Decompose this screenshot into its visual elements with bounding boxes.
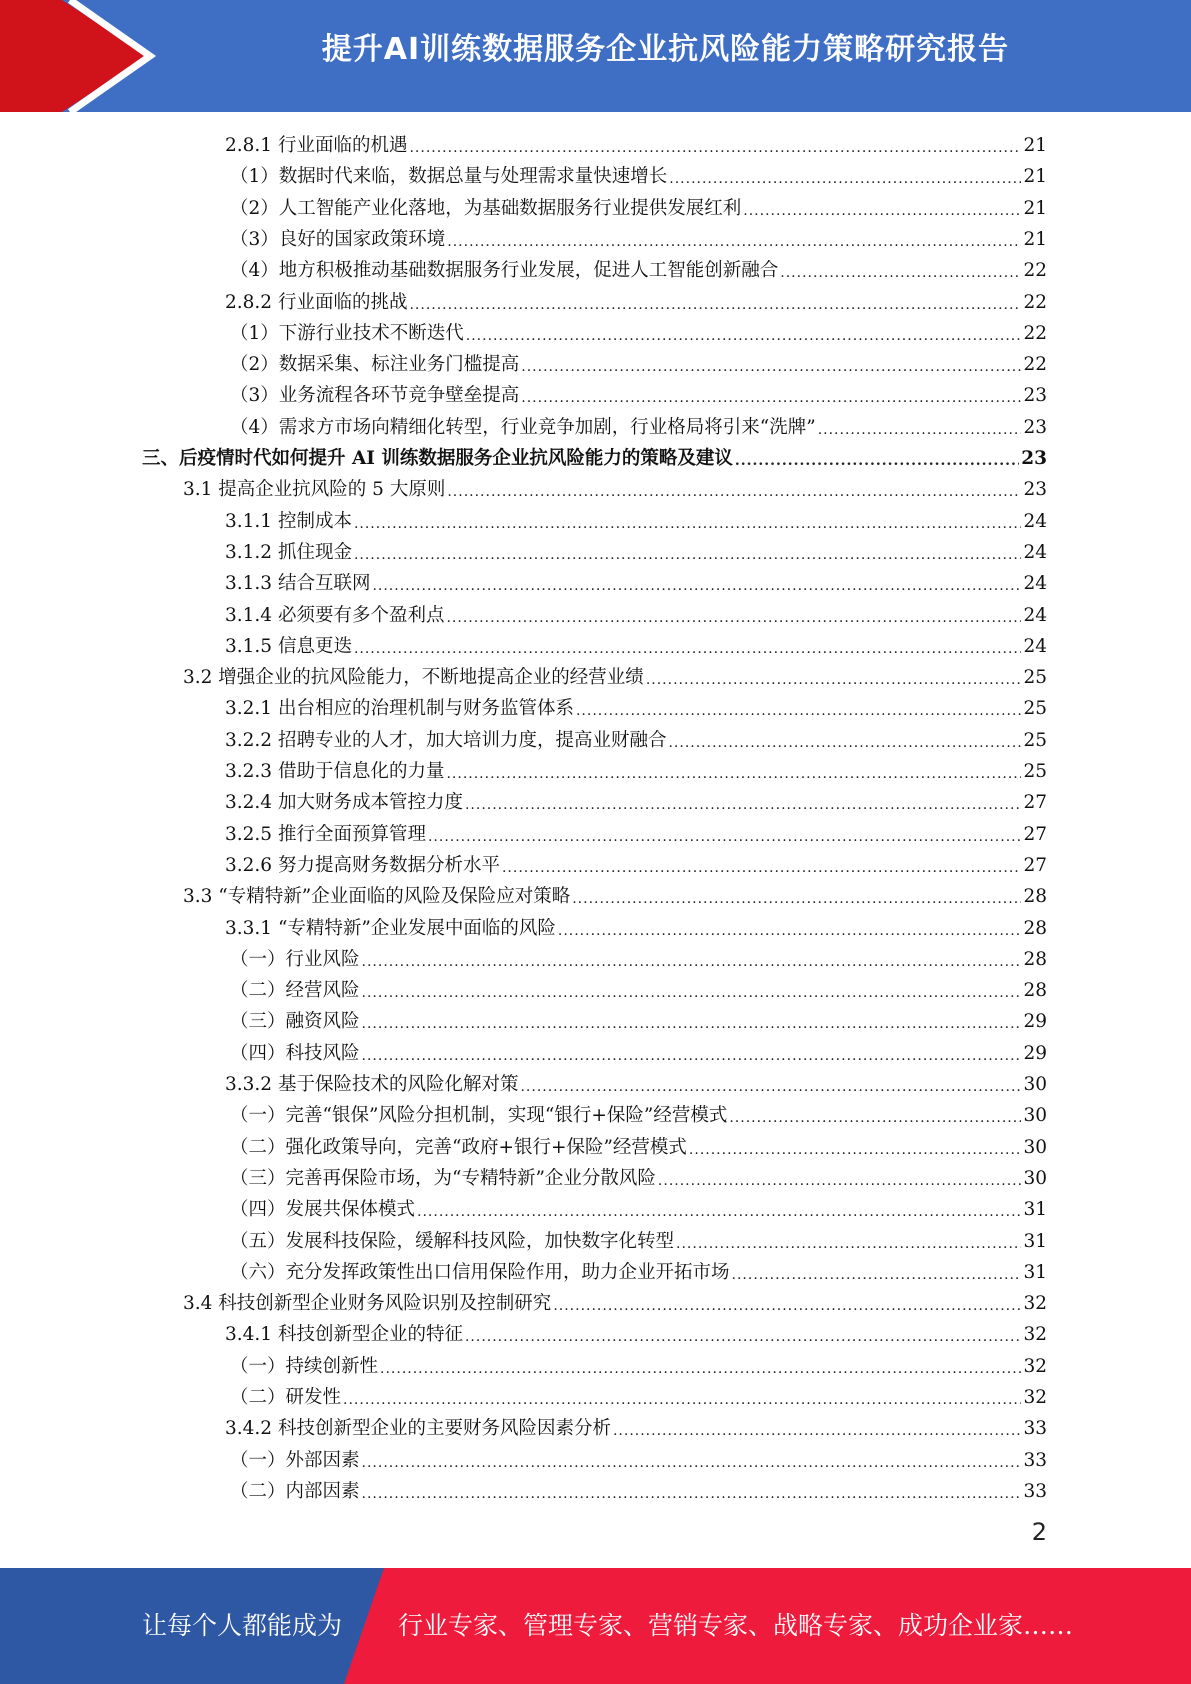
toc-dot-leader xyxy=(465,1326,1021,1348)
toc-dot-leader xyxy=(676,1233,1021,1255)
toc-entry-page: 24 xyxy=(1023,635,1047,657)
toc-entry[interactable] xyxy=(225,598,1047,629)
toc-entry-title: （一）行业风险 xyxy=(230,948,360,970)
toc-entry-page: 25 xyxy=(1023,761,1047,782)
toc-entry-page: 30 xyxy=(1023,1167,1047,1189)
toc-entry-page: 29 xyxy=(1023,1042,1047,1064)
toc-entry-title: （一）完善“银保”风险分担机制，实现“银行+保险”经营模式 xyxy=(230,1105,728,1127)
toc-dot-leader xyxy=(646,669,1022,691)
toc-entry-page: 31 xyxy=(1023,1230,1047,1252)
toc-dot-leader xyxy=(558,920,1022,942)
toc-entry-page: 29 xyxy=(1023,1011,1047,1033)
toc-entry[interactable] xyxy=(230,1443,1047,1474)
toc-entry-title: （三）完善再保险市场，为“专精特新”企业分散风险 xyxy=(230,1167,656,1189)
toc-entry-page: 25 xyxy=(1023,698,1047,720)
toc-dot-leader xyxy=(343,1389,1021,1411)
toc-dot-leader xyxy=(446,607,1021,629)
toc-dot-leader xyxy=(362,1013,1022,1035)
toc-entry-title: （4）地方积极推动基础数据服务行业发展，促进人工智能创新融合 xyxy=(230,260,779,282)
toc-entry[interactable] xyxy=(230,1004,1047,1035)
toc-entry[interactable] xyxy=(230,253,1047,284)
toc-entry-page: 28 xyxy=(1023,886,1047,908)
toc-entry-page: 22 xyxy=(1023,291,1047,313)
toc-dot-leader xyxy=(780,262,1021,284)
toc-entry-title: （三）融资风险 xyxy=(230,1011,360,1033)
toc-entry-title: 三、后疫情时代如何提升 AI 训练数据服务企业抗风险能力的策略及建议 xyxy=(142,448,733,469)
toc-entry-title: 3.2.2 招聘专业的人才，加大培训力度，提高业财融合 xyxy=(225,729,667,751)
toc-entry-page: 27 xyxy=(1023,792,1047,814)
toc-entry-page: 33 xyxy=(1023,1480,1047,1502)
toc-entry[interactable] xyxy=(230,191,1047,222)
toc-entry[interactable] xyxy=(225,1067,1047,1098)
toc-entry-page: 28 xyxy=(1023,980,1047,1002)
toc-dot-leader xyxy=(689,1139,1022,1161)
toc-entry-title: 2.8.1 行业面临的机遇 xyxy=(225,135,408,156)
toc-entry-title: 3.3.2 基于保险技术的风险化解对策 xyxy=(225,1074,519,1095)
toc-entry-title: 3.1.1 控制成本 xyxy=(225,510,352,532)
toc-entry-page: 30 xyxy=(1023,1105,1047,1127)
toc-entry-page: 32 xyxy=(1023,1387,1047,1408)
toc-entry-title: 3.2.4 加大财务成本管控力度 xyxy=(225,792,463,814)
toc-entry-page: 24 xyxy=(1023,573,1047,595)
toc-entry-page: 28 xyxy=(1023,917,1047,939)
toc-dot-leader xyxy=(362,982,1022,1004)
toc-entry-title: 2.8.2 行业面临的挑战 xyxy=(225,291,408,313)
toc-entry[interactable] xyxy=(225,754,1047,785)
toc-entry[interactable] xyxy=(225,1411,1047,1442)
toc-entry[interactable] xyxy=(230,1161,1047,1192)
toc-dot-leader xyxy=(668,732,1021,754)
report-title: 提升AI训练数据服务企业抗风险能力策略研究报告 xyxy=(321,32,1010,67)
toc-dot-leader xyxy=(520,1076,1021,1098)
toc-entry[interactable] xyxy=(230,222,1047,253)
toc-entry-page: 32 xyxy=(1023,1293,1047,1315)
toc-entry-title: （五）发展科技保险，缓解科技风险，加快数字化转型 xyxy=(230,1230,675,1252)
toc-entry-title: （一）持续创新性 xyxy=(230,1355,379,1377)
toc-entry-title: 3.4.1 科技创新型企业的特征 xyxy=(225,1324,463,1346)
toc-entry-page: 23 xyxy=(1021,448,1047,469)
toc-entry-page: 21 xyxy=(1023,228,1047,250)
toc-entry-page: 31 xyxy=(1023,1199,1047,1221)
toc-entry-title: 3.3.1 “专精特新”企业发展中面临的风险 xyxy=(225,917,556,939)
toc-entry[interactable] xyxy=(230,316,1047,347)
toc-entry[interactable] xyxy=(225,128,1047,159)
toc-entry[interactable] xyxy=(225,848,1047,879)
toc-entry[interactable] xyxy=(230,347,1047,378)
toc-entry-page: 23 xyxy=(1023,416,1047,438)
toc-entry[interactable] xyxy=(230,1224,1047,1255)
toc-entry-title: （3）业务流程各环节竞争壁垒提高 xyxy=(230,385,520,407)
page-number: 2 xyxy=(1031,1518,1047,1546)
toc-entry-page: 24 xyxy=(1023,604,1047,626)
toc-entry-title: （六）充分发挥政策性出口信用保险作用，助力企业开拓市场 xyxy=(230,1261,730,1283)
toc-entry-page: 32 xyxy=(1023,1324,1047,1346)
toc-entry-page: 22 xyxy=(1023,354,1047,376)
toc-entry-page: 30 xyxy=(1023,1136,1047,1158)
toc-dot-leader xyxy=(521,356,1021,378)
page-footer xyxy=(0,1568,1191,1684)
toc-entry[interactable] xyxy=(183,1286,1047,1317)
toc-dot-leader xyxy=(818,419,1022,441)
toc-entry[interactable] xyxy=(225,1317,1047,1348)
toc-entry-title: 3.4.2 科技创新型企业的主要财务风险因素分析 xyxy=(225,1418,611,1440)
toc-entry-page: 27 xyxy=(1023,854,1047,876)
toc-entry[interactable] xyxy=(225,785,1047,816)
toc-dot-leader xyxy=(354,638,1022,660)
toc-dot-leader xyxy=(380,1358,1021,1380)
toc-entry-title: （2）数据采集、标注业务门槛提高 xyxy=(230,354,520,376)
toc-dot-leader xyxy=(743,200,1021,222)
toc-dot-leader xyxy=(613,1420,1021,1442)
toc-dot-leader xyxy=(417,1201,1021,1223)
toc-entry[interactable] xyxy=(230,973,1047,1004)
toc-entry-title: 3.1.3 结合互联网 xyxy=(225,573,371,595)
toc-dot-leader xyxy=(466,325,1022,347)
toc-dot-leader xyxy=(447,231,1021,253)
toc-dot-leader xyxy=(576,700,1021,722)
toc-entry-title: 3.2.6 努力提高财务数据分析水平 xyxy=(225,854,500,876)
toc-entry-title: 3.1.2 抓住现金 xyxy=(225,541,352,563)
toc-entry-title: （二）强化政策导向，完善“政府+银行+保险”经营模式 xyxy=(230,1136,687,1158)
toc-entry-page: 23 xyxy=(1023,479,1047,501)
toc-entry-page: 23 xyxy=(1023,385,1047,407)
toc-entry-title: 3.1.5 信息更迭 xyxy=(225,635,352,657)
toc-dot-leader xyxy=(465,794,1021,816)
toc-entry-title: 3.2 增强企业的抗风险能力，不断地提高企业的经营业绩 xyxy=(183,667,644,689)
footer-slogan-left: 让每个人都能成为 xyxy=(142,1611,343,1640)
toc-entry-page: 25 xyxy=(1023,729,1047,751)
toc-dot-leader xyxy=(409,294,1021,316)
toc-entry[interactable] xyxy=(183,660,1047,691)
toc-dot-leader xyxy=(446,763,1021,785)
toc-entry-title: 3.1.4 必须要有多个盈利点 xyxy=(225,604,445,626)
toc-entry-page: 31 xyxy=(1023,1261,1047,1283)
toc-dot-leader xyxy=(572,888,1021,910)
toc-entry[interactable] xyxy=(230,378,1047,409)
toc-dot-leader xyxy=(735,450,1019,472)
toc-entry[interactable] xyxy=(230,1255,1047,1286)
toc-entry[interactable] xyxy=(142,441,1047,472)
toc-entry-page: 25 xyxy=(1023,667,1047,689)
toc-entry[interactable] xyxy=(230,1130,1047,1161)
toc-entry-title: 3.3 “专精特新”企业面临的风险及保险应对策略 xyxy=(183,886,571,908)
toc-entry[interactable] xyxy=(230,1349,1047,1380)
footer-slogan-right: 行业专家、管理专家、营销专家、战略专家、成功企业家…… xyxy=(398,1611,1074,1640)
toc-dot-leader xyxy=(362,1045,1022,1067)
toc-entry-title: 3.2.5 推行全面预算管理 xyxy=(225,823,426,845)
toc-entry-title: （四）发展共保体模式 xyxy=(230,1199,416,1221)
toc-entry-title: （二）研发性 xyxy=(230,1387,342,1408)
toc-entry[interactable] xyxy=(230,410,1047,441)
toc-dot-leader xyxy=(372,575,1021,597)
toc-entry-page: 22 xyxy=(1023,322,1047,344)
toc-entry[interactable] xyxy=(230,1380,1047,1411)
toc-dot-leader xyxy=(669,168,1021,190)
toc-entry-page: 30 xyxy=(1023,1074,1047,1095)
toc-entry[interactable] xyxy=(225,504,1047,535)
toc-entry-title: （2）人工智能产业化落地，为基础数据服务行业提供发展红利 xyxy=(230,197,742,219)
toc-entry-title: （二）经营风险 xyxy=(230,980,360,1002)
toc-dot-leader xyxy=(362,1483,1022,1505)
toc-dot-leader xyxy=(553,1295,1021,1317)
toc-entry-title: （3）良好的国家政策环境 xyxy=(230,228,446,250)
toc-entry[interactable] xyxy=(225,285,1047,316)
toc-entry[interactable] xyxy=(225,723,1047,754)
toc-entry-page: 24 xyxy=(1023,541,1047,563)
toc-entry-page: 32 xyxy=(1023,1355,1047,1377)
toc-entry-page: 33 xyxy=(1023,1449,1047,1471)
toc-entry[interactable] xyxy=(225,566,1047,597)
toc-entry-page: 22 xyxy=(1023,260,1047,282)
toc-entry[interactable] xyxy=(225,911,1047,942)
toc-entry-title: （1）数据时代来临，数据总量与处理需求量快速增长 xyxy=(230,166,668,188)
toc-dot-leader xyxy=(354,513,1022,535)
toc-entry-page: 33 xyxy=(1023,1418,1047,1440)
toc-dot-leader xyxy=(428,826,1021,848)
toc-entry-title: 3.2.1 出台相应的治理机制与财务监管体系 xyxy=(225,698,574,720)
toc-entry[interactable] xyxy=(230,1192,1047,1223)
toc-dot-leader xyxy=(409,137,1021,159)
toc-entry-title: （二）内部因素 xyxy=(230,1480,360,1502)
toc-entry-title: 3.2.3 借助于信息化的力量 xyxy=(225,761,445,782)
toc-entry[interactable] xyxy=(225,817,1047,848)
toc-dot-leader xyxy=(362,1452,1022,1474)
toc-entry[interactable] xyxy=(230,1036,1047,1067)
toc-entry[interactable] xyxy=(230,1474,1047,1505)
toc-entry-title: （4）需求方市场向精细化转型，行业竞争加剧，行业格局将引来“洗牌” xyxy=(230,416,816,438)
toc-entry-title: （一）外部因素 xyxy=(230,1449,360,1471)
toc-entry[interactable] xyxy=(230,942,1047,973)
toc-entry[interactable] xyxy=(230,159,1047,190)
toc-entry-title: （四）科技风险 xyxy=(230,1042,360,1064)
toc-entry[interactable] xyxy=(225,691,1047,722)
toc-entry-title: 3.4 科技创新型企业财务风险识别及控制研究 xyxy=(183,1293,552,1315)
toc-dot-leader xyxy=(521,387,1021,409)
toc-dot-leader xyxy=(658,1170,1022,1192)
toc-entry[interactable] xyxy=(183,879,1047,910)
toc-dot-leader xyxy=(447,481,1021,503)
toc-dot-leader xyxy=(502,857,1021,879)
toc-entry-page: 24 xyxy=(1023,510,1047,532)
toc-entry-page: 21 xyxy=(1023,166,1047,188)
toc-entry-page: 27 xyxy=(1023,823,1047,845)
toc-entry-title: 3.1 提高企业抗风险的 5 大原则 xyxy=(183,479,446,501)
toc-entry-page: 21 xyxy=(1023,197,1047,219)
toc-entry-page: 21 xyxy=(1023,135,1047,156)
toc-dot-leader xyxy=(362,951,1022,973)
toc-entry[interactable] xyxy=(225,629,1047,660)
toc-entry-title: （1）下游行业技术不断迭代 xyxy=(230,322,464,344)
toc-entry[interactable] xyxy=(183,472,1047,503)
page-header xyxy=(0,0,1191,112)
toc-entry-page: 28 xyxy=(1023,948,1047,970)
toc-dot-leader xyxy=(732,1264,1022,1286)
toc-entry[interactable] xyxy=(225,535,1047,566)
toc-entry[interactable] xyxy=(230,1098,1047,1129)
toc-dot-leader xyxy=(729,1107,1021,1129)
toc-dot-leader xyxy=(354,544,1022,566)
